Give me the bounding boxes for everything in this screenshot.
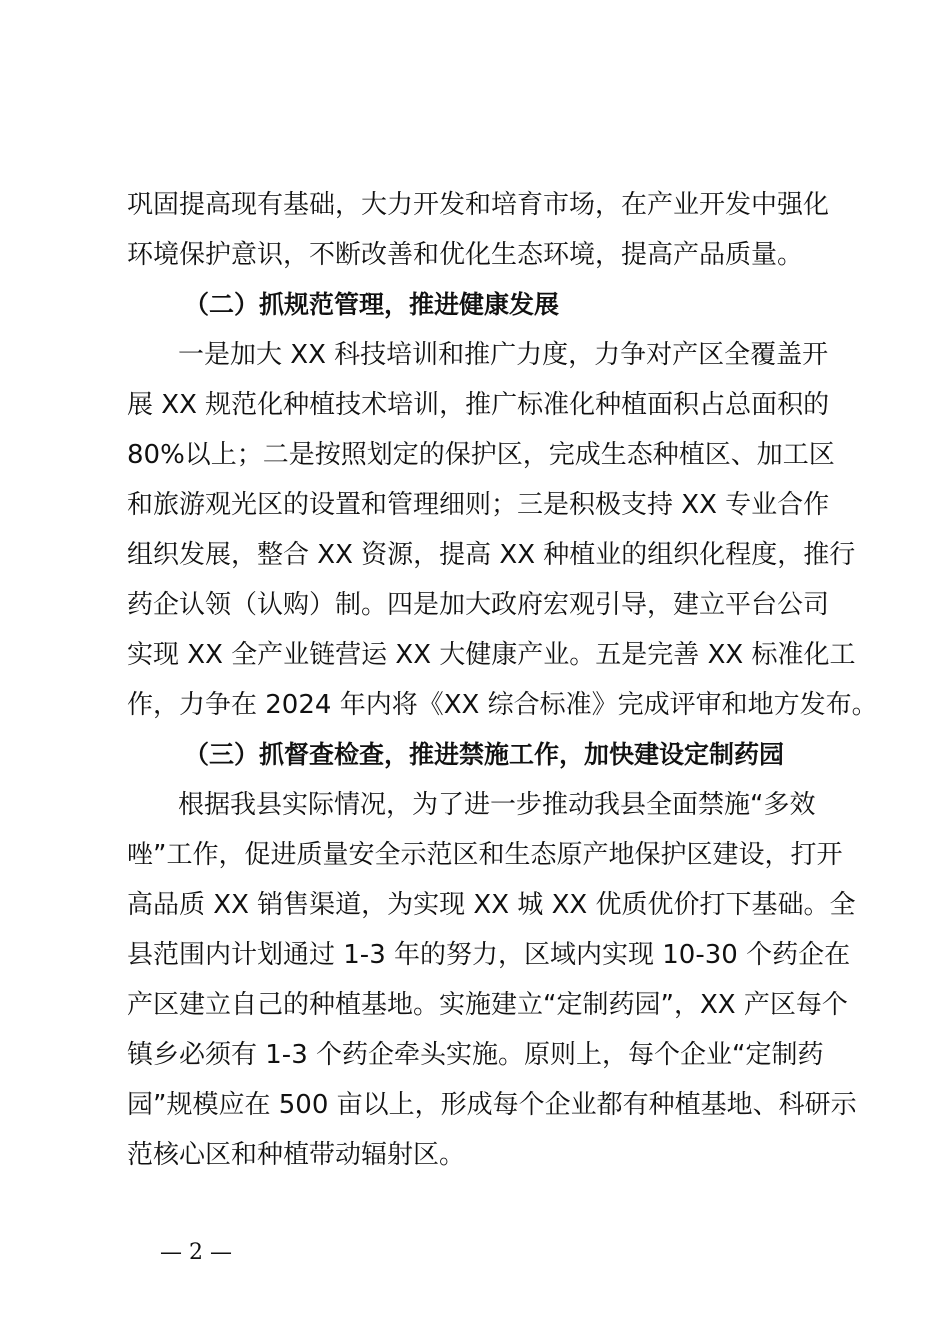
section-heading-2: （二）抓规范管理，推进健康发展 bbox=[184, 290, 560, 319]
body-text-line: 产区建立自己的种植基地。实施建立“定制药园”，XX 产区每个 bbox=[127, 990, 848, 1020]
body-text-line: 展 XX 规范化种植技术培训，推广标准化种植面积占总面积的 bbox=[127, 390, 830, 420]
body-text-line: 县范围内计划通过 1-3 年的努力，区域内实现 10-30 个药企在 bbox=[127, 940, 851, 970]
body-text-line: 唑”工作，促进质量安全示范区和生态原产地保护区建设，打开 bbox=[127, 840, 843, 870]
paragraph-first-line: 根据我县实际情况，为了进一步推动我县全面禁施“多效 bbox=[178, 790, 816, 820]
paragraph-first-line: 一是加大 XX 科技培训和推广力度，力争对产区全覆盖开 bbox=[178, 340, 829, 370]
section-heading-3: （三）抓督查检查，推进禁施工作，加快建设定制药园 bbox=[184, 740, 785, 769]
body-text-line: 和旅游观光区的设置和管理细则；三是积极支持 XX 专业合作 bbox=[127, 490, 830, 520]
body-text-line: 巩固提高现有基础，大力开发和培育市场，在产业开发中强化 bbox=[127, 190, 830, 220]
body-text-line: 环境保护意识，不断改善和优化生态环境，提高产品质量。 bbox=[127, 240, 804, 270]
body-text-line: 组织发展，整合 XX 资源，提高 XX 种植业的组织化程度，推行 bbox=[127, 540, 856, 570]
body-text-line: 高品质 XX 销售渠道，为实现 XX 城 XX 优质优价打下基础。全 bbox=[127, 890, 856, 920]
body-text-line: 镇乡必须有 1-3 个药企牵头实施。原则上，每个企业“定制药 bbox=[127, 1040, 824, 1070]
body-text-line: 园”规模应在 500 亩以上，形成每个企业都有种植基地、科研示 bbox=[127, 1090, 857, 1120]
body-text-line: 80%以上；二是按照划定的保护区，完成生态种植区、加工区 bbox=[127, 440, 835, 470]
body-text-line: 作，力争在 2024 年内将《XX 综合标准》完成评审和地方发布。 bbox=[127, 690, 878, 720]
body-text-line: 药企认领（认购）制。四是加大政府宏观引导，建立平台公司 bbox=[127, 590, 830, 620]
body-text-line: 范核心区和种植带动辐射区。 bbox=[127, 1140, 466, 1170]
page-number: — 2 — bbox=[160, 1240, 232, 1265]
body-text-line: 实现 XX 全产业链营运 XX 大健康产业。五是完善 XX 标准化工 bbox=[127, 640, 856, 670]
